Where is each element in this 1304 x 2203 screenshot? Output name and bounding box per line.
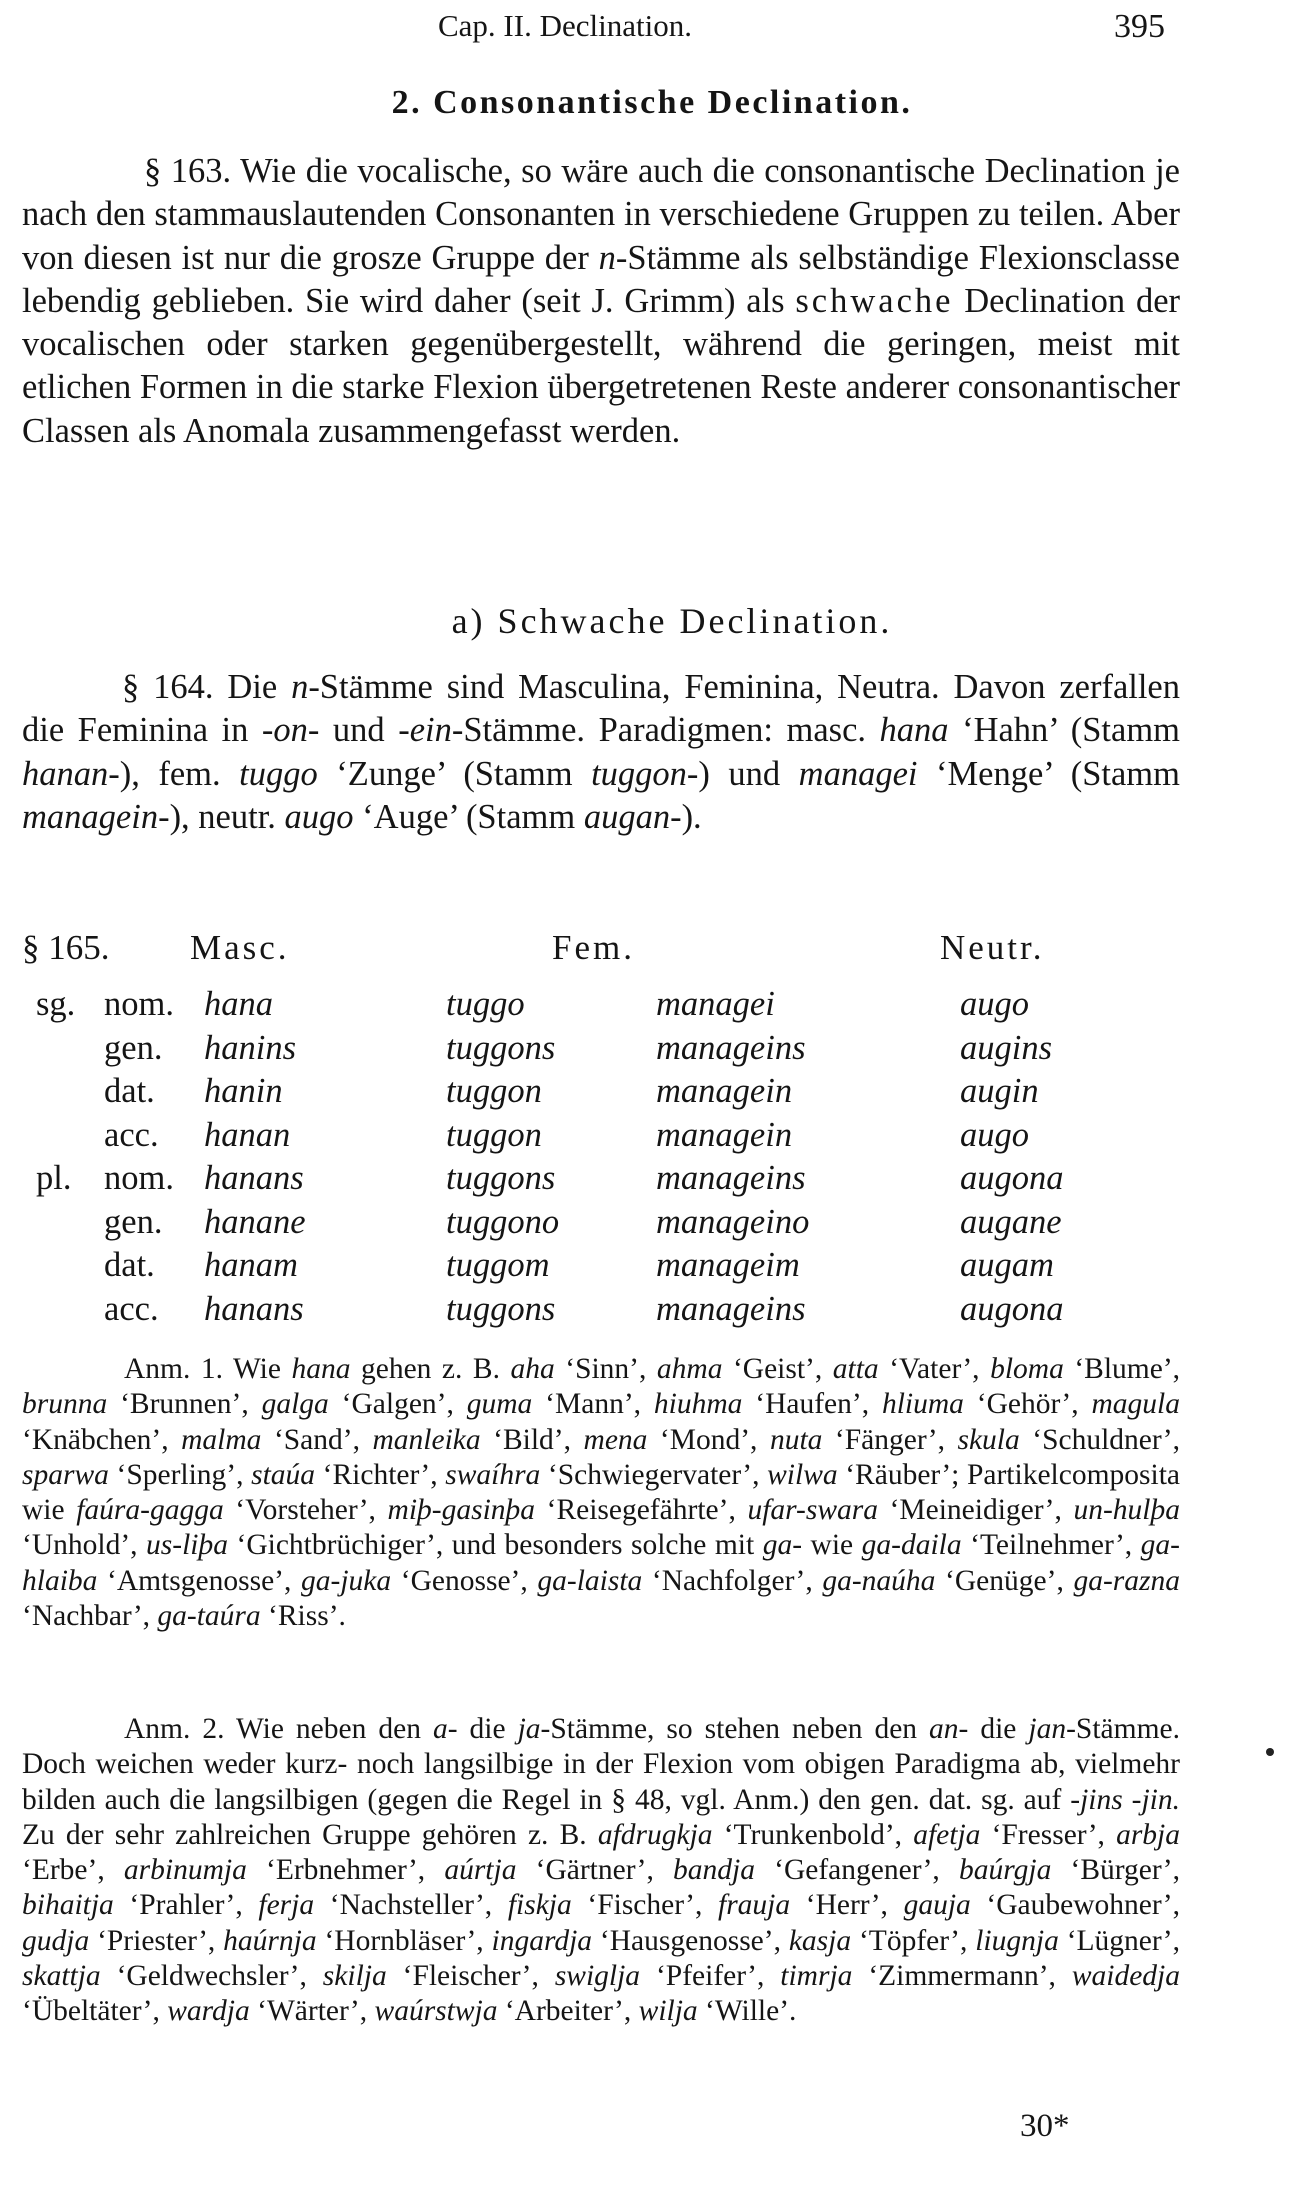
text-run: ‘Sinn’, bbox=[554, 1353, 657, 1385]
form-masc: hanan bbox=[204, 1115, 291, 1154]
form-fem-on: tuggons bbox=[446, 1159, 556, 1197]
gothic-word: ga-juka bbox=[301, 1564, 392, 1597]
text-run: ‘Gichtbrüchiger’, und besonders solche mit bbox=[228, 1529, 763, 1562]
text-run: ‘Bürger’, bbox=[1051, 1854, 1180, 1887]
text-run: ‘Genosse’, bbox=[391, 1564, 538, 1597]
case-label: gen. bbox=[104, 1202, 163, 1241]
gothic-word: hiuhma bbox=[653, 1388, 743, 1421]
form-fem-on: tuggo bbox=[446, 985, 525, 1023]
gothic-word: ga-laista bbox=[537, 1564, 643, 1597]
gothic-word: -jins -jin. bbox=[1070, 1783, 1180, 1816]
section-number: § 165. bbox=[22, 928, 110, 967]
form-neutr: augam bbox=[960, 1246, 1054, 1284]
text-run: ‘Sand’, bbox=[261, 1423, 373, 1456]
gothic-word: guma bbox=[466, 1388, 533, 1421]
gothic-word: ahma bbox=[656, 1353, 723, 1385]
text-run: ‘Gehör’, bbox=[963, 1388, 1092, 1421]
form-fem-on: tuggon bbox=[446, 1115, 542, 1154]
case-label: dat. bbox=[104, 1246, 155, 1284]
gothic-word: skilja bbox=[322, 1960, 387, 1993]
gothic-word: miþ-gasinþa bbox=[387, 1494, 536, 1527]
gothic-word: skula bbox=[957, 1423, 1020, 1456]
text-run: ‘Unhold’, bbox=[22, 1529, 147, 1562]
gothic-word: liugnja bbox=[975, 1924, 1059, 1957]
text-run: ‘Erbe’, bbox=[22, 1854, 124, 1887]
text-run: ‘Gaubewohner’, bbox=[970, 1889, 1180, 1922]
text-run: ‘Blume’, bbox=[1063, 1353, 1181, 1385]
text-run: gehen z. B. bbox=[350, 1353, 511, 1385]
gothic-word: mena bbox=[583, 1423, 648, 1456]
text-run: -Stämme. Doch weichen weder kurz- noch langsilbige in der Flexion vom obigen Paradigma ab, vielmehr bilden auch die langsilbigen (gegen die Regel in § 48, vgl. Anm.) den gen. dat. sg. auf bbox=[22, 1713, 1180, 1816]
gothic-word: gauja bbox=[903, 1889, 971, 1922]
form-masc: hanans bbox=[204, 1289, 304, 1328]
gothic-word: bloma bbox=[990, 1353, 1064, 1385]
gothic-word: baúrgja bbox=[958, 1854, 1052, 1887]
text-run: ‘Prahler’, bbox=[113, 1889, 259, 1922]
form-neutr: augins bbox=[960, 1028, 1053, 1067]
gothic-word: staúa bbox=[251, 1458, 316, 1491]
text-run: ‘Nachsteller’, bbox=[314, 1889, 508, 1922]
paragraph-163: § 163. Wie die vocalische, so wäre auch die consonantische Declination je nach den stammauslautenden Consonanten in verschiedene Gruppen zu teilen. Aber von diesen ist nur die grosze Gruppe der n-Stämme als selbständige Flexionsclasse lebendig geblieben. Sie wird daher (seit J. Grimm) als schwache Declination der vocalischen oder starken gegenübergestellt, während die geringen, meist mit etlichen Formen in die starke Flexion übergetretenen Reste anderer consonantischer Classen als Anomala zusammengefasst werden. bbox=[22, 152, 1180, 450]
gothic-word: arbja bbox=[1116, 1818, 1180, 1851]
text-run: ‘Räuber’; Partikelcomposita wie bbox=[22, 1458, 1180, 1527]
form-fem-on: tuggono bbox=[446, 1202, 560, 1241]
gothic-word: jan bbox=[1028, 1713, 1067, 1745]
gothic-word: magula bbox=[1091, 1388, 1180, 1421]
case-label: nom. bbox=[104, 1159, 174, 1197]
column-header-masc: Masc. bbox=[190, 928, 290, 967]
text-run: ‘Nachbar’, bbox=[22, 1600, 158, 1633]
form-fem-on: tuggons bbox=[446, 1289, 556, 1328]
text-run: ‘Reisegefährte’, bbox=[535, 1494, 748, 1527]
form-fem-on: tuggom bbox=[446, 1246, 550, 1284]
gothic-word: brunna bbox=[22, 1388, 108, 1421]
column-header-fem: Fem. bbox=[552, 928, 635, 967]
text-run: ‘Bild’, bbox=[480, 1423, 584, 1456]
gothic-word: wilwa bbox=[767, 1458, 838, 1491]
gothic-word: bandja bbox=[673, 1854, 755, 1887]
text-run: ‘Genüge’, bbox=[935, 1564, 1074, 1597]
gothic-word: ufar-swara bbox=[747, 1494, 878, 1527]
text-run: Anm. 1. Wie bbox=[124, 1353, 292, 1385]
text-run: ‘Fleischer’, bbox=[386, 1960, 555, 1993]
text-run: ‘Amtsgenosse’, bbox=[97, 1564, 302, 1597]
gothic-word: swiglja bbox=[554, 1960, 641, 1993]
text-run: ‘Übeltäter’, bbox=[22, 1995, 168, 2028]
section-heading: 2. Consonantische Declination. bbox=[391, 84, 913, 121]
form-fem-on: tuggon bbox=[446, 1072, 542, 1110]
form-fem-ein: manageins bbox=[656, 1159, 806, 1197]
form-fem-ein: manageino bbox=[656, 1202, 810, 1241]
text-run: ‘Nachfolger’, bbox=[642, 1564, 823, 1597]
text-run: die bbox=[968, 1713, 1029, 1745]
gothic-word: aúrtja bbox=[444, 1854, 517, 1887]
text-run: ‘Arbeiter’, bbox=[497, 1995, 639, 2028]
gothic-word: ga-daila bbox=[861, 1529, 962, 1562]
text-run: ‘Gefangener’, bbox=[754, 1854, 959, 1887]
gothic-word: gudja bbox=[22, 1924, 90, 1957]
text-run: ‘Zimmermann’, bbox=[852, 1960, 1072, 1993]
form-fem-ein: managein bbox=[656, 1115, 793, 1154]
text-run: ‘Mann’, bbox=[532, 1388, 654, 1421]
form-masc: hanans bbox=[204, 1159, 304, 1197]
text-run: Zu der sehr zahlreichen Gruppe gehören z. B. bbox=[22, 1818, 598, 1851]
text-run: ‘Richter’, bbox=[315, 1458, 446, 1491]
gothic-word: arbinumja bbox=[123, 1854, 247, 1887]
form-fem-ein: managein bbox=[656, 1072, 793, 1110]
text-run: wie bbox=[802, 1529, 862, 1562]
text-run: ‘Wille’. bbox=[697, 1995, 797, 2028]
text-run: ‘Trunkenbold’, bbox=[712, 1818, 914, 1851]
gothic-word: ga-taúra bbox=[157, 1600, 261, 1633]
gothic-word: un-hulþa bbox=[1073, 1494, 1181, 1527]
gothic-word: skattja bbox=[22, 1960, 101, 1993]
text-run: Anm. 2. Wie neben den bbox=[124, 1713, 433, 1745]
case-label: dat. bbox=[104, 1072, 155, 1110]
text-run: ‘Herr’, bbox=[790, 1889, 904, 1922]
gothic-word: faúra-gagga bbox=[76, 1494, 224, 1527]
gothic-word: nuta bbox=[769, 1423, 823, 1456]
form-fem-ein: manageins bbox=[656, 1289, 806, 1328]
gothic-word: sparwa bbox=[22, 1458, 109, 1491]
gothic-word: malma bbox=[181, 1423, 262, 1456]
gothic-word: fiskja bbox=[507, 1889, 572, 1922]
gothic-word: waúrstwja bbox=[374, 1995, 498, 2028]
form-neutr: augane bbox=[960, 1202, 1062, 1241]
margin-dot bbox=[1266, 1748, 1274, 1756]
text-run: ‘Geldwechsler’, bbox=[100, 1960, 323, 1993]
gothic-word: galga bbox=[261, 1388, 329, 1421]
gothic-word: us-liþa bbox=[146, 1529, 228, 1562]
case-label: gen. bbox=[104, 1028, 163, 1067]
note-anm-2 bbox=[22, 1712, 1180, 2030]
text-run: ‘Wärter’, bbox=[249, 1995, 375, 2028]
page-header bbox=[0, 8, 1304, 48]
text-run: ‘Erbnehmer’, bbox=[246, 1854, 445, 1887]
gothic-word: hliuma bbox=[881, 1388, 964, 1421]
text-run: ‘Fischer’, bbox=[571, 1889, 718, 1922]
gothic-word: ja bbox=[517, 1713, 541, 1745]
gothic-word: ga-naúha bbox=[822, 1564, 936, 1597]
gothic-word: haúrnja bbox=[223, 1924, 317, 1957]
gothic-word: ga-razna bbox=[1073, 1564, 1180, 1597]
column-header-neutr: Neutr. bbox=[940, 928, 1045, 967]
text-run: ‘Knäbchen’, bbox=[22, 1423, 182, 1456]
gothic-word: timrja bbox=[780, 1960, 853, 1993]
case-label: acc. bbox=[104, 1115, 159, 1154]
form-neutr: augona bbox=[960, 1289, 1064, 1328]
running-title: Cap. II. Declination. bbox=[438, 8, 692, 43]
gothic-word: ga-hlaiba bbox=[22, 1529, 1180, 1597]
section-number: § 164. bbox=[122, 668, 214, 706]
text-run: ‘Schwiegervater’, bbox=[540, 1458, 768, 1491]
gothic-word: ferja bbox=[258, 1889, 315, 1922]
gothic-word: wardja bbox=[167, 1995, 250, 2028]
form-masc: hanins bbox=[204, 1028, 297, 1067]
gothic-word: aha bbox=[510, 1353, 555, 1385]
gothic-word: wilja bbox=[638, 1995, 698, 2028]
text-run: ‘Galgen’, bbox=[328, 1388, 467, 1421]
text-run: ‘Fresser’, bbox=[980, 1818, 1117, 1851]
gothic-word: hana bbox=[291, 1353, 351, 1385]
form-neutr: augin bbox=[960, 1072, 1039, 1110]
gothic-word: frauja bbox=[718, 1889, 791, 1922]
text-run: ‘Riss’. bbox=[260, 1600, 346, 1633]
text-run: ‘Fänger’, bbox=[822, 1423, 958, 1456]
paragraph-164: § 164. Die n-Stämme sind Masculina, Feminina, Neutra. Davon zerfallen die Feminina in -on- und -ein-Stämme. Paradigmen: masc. hana ‘Hahn’ (Stamm hanan-), fem. tuggo ‘Zunge’ (Stamm tuggon-) und managei ‘Menge’ (Stamm managein-), neutr. augo ‘Auge’ (Stamm augan-). bbox=[22, 668, 1181, 836]
number-label: pl. bbox=[36, 1159, 72, 1197]
form-neutr: augo bbox=[960, 1115, 1029, 1154]
number-label: sg. bbox=[36, 985, 76, 1023]
form-neutr: augona bbox=[960, 1159, 1064, 1197]
case-label: acc. bbox=[104, 1289, 159, 1328]
form-fem-ein: manageins bbox=[656, 1028, 806, 1067]
gothic-word: an- bbox=[929, 1713, 969, 1745]
gothic-word: ga- bbox=[762, 1529, 803, 1562]
spaced-term: schwache bbox=[795, 281, 954, 320]
form-masc: hanam bbox=[204, 1246, 298, 1284]
case-label: nom. bbox=[104, 985, 174, 1023]
form-masc: hanin bbox=[204, 1072, 283, 1110]
text-run: ‘Mond’, bbox=[647, 1423, 770, 1456]
text-run: ‘Töpfer’, bbox=[851, 1924, 976, 1957]
text-run: ‘Vater’, bbox=[878, 1353, 991, 1385]
gothic-word: a- bbox=[432, 1713, 458, 1745]
gothic-word: atta bbox=[832, 1353, 879, 1385]
text-run: ‘Priester’, bbox=[89, 1924, 224, 1957]
gothic-word: kasja bbox=[788, 1924, 852, 1957]
form-fem-ein: managei bbox=[656, 985, 775, 1023]
text-run: die bbox=[457, 1713, 518, 1745]
text-run: ‘Sperling’, bbox=[108, 1458, 252, 1491]
text-run: ‘Hausgenosse’, bbox=[592, 1924, 789, 1957]
subsection-heading: a) Schwache Declination. bbox=[451, 601, 893, 641]
gothic-word: bihaitja bbox=[22, 1889, 114, 1922]
form-fem-ein: manageim bbox=[656, 1246, 800, 1284]
gothic-word: manleika bbox=[372, 1423, 481, 1456]
text-run: ‘Meineidiger’, bbox=[877, 1494, 1074, 1527]
text-run: ‘Geist’, bbox=[722, 1353, 833, 1385]
section-number: § 163. bbox=[144, 152, 232, 190]
text-run: ‘Schuldner’, bbox=[1019, 1423, 1180, 1456]
form-neutr: augo bbox=[960, 985, 1029, 1023]
gothic-word: swaíhra bbox=[445, 1458, 541, 1491]
text-run: ‘Brunnen’, bbox=[107, 1388, 262, 1421]
form-fem-on: tuggons bbox=[446, 1028, 556, 1067]
signature-mark: 30* bbox=[1020, 2108, 1070, 2144]
gothic-word: waidedja bbox=[1071, 1960, 1180, 1993]
text-run: ‘Teilnehmer’, bbox=[961, 1529, 1141, 1562]
text-run: ‘Hornbläser’, bbox=[316, 1924, 492, 1957]
text-run: ‘Vorsteher’, bbox=[223, 1494, 388, 1527]
text-run: ‘Gärtner’, bbox=[516, 1854, 673, 1887]
page-number: 395 bbox=[1114, 8, 1165, 45]
form-masc: hana bbox=[204, 985, 273, 1023]
note-anm-1 bbox=[22, 1352, 1180, 1634]
text-run: ‘Lügner’, bbox=[1058, 1924, 1180, 1957]
form-masc: hanane bbox=[204, 1202, 306, 1241]
text-run: -Stämme, so stehen neben den bbox=[540, 1713, 930, 1745]
gothic-word: afetja bbox=[913, 1818, 981, 1851]
gothic-word: ingardja bbox=[491, 1924, 593, 1957]
gothic-word: afdrugkja bbox=[597, 1818, 713, 1851]
text-run: ‘Pfeifer’, bbox=[640, 1960, 781, 1993]
text-run: ‘Haufen’, bbox=[742, 1388, 882, 1421]
